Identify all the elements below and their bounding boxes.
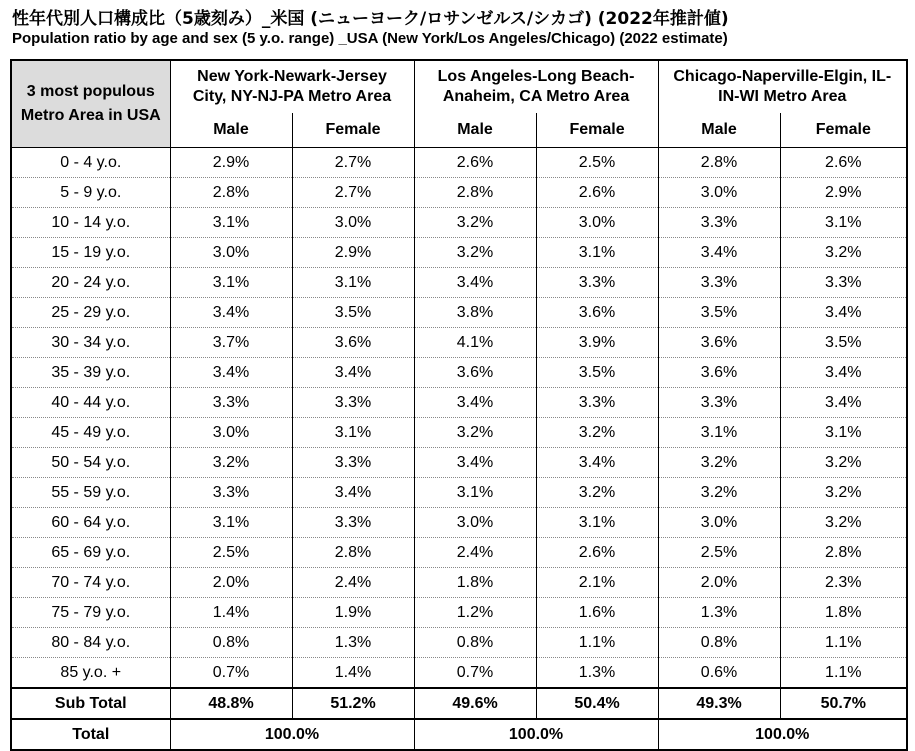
female-value-cell: 3.3% — [780, 268, 907, 298]
female-value-cell: 3.2% — [536, 478, 658, 508]
age-group-label: 5 - 9 y.o. — [11, 178, 170, 208]
area-name-line-2: Anaheim, CA Metro Area — [442, 88, 630, 105]
female-value-cell: 1.4% — [292, 658, 414, 689]
male-value-cell: 3.4% — [414, 448, 536, 478]
male-value-cell: 3.3% — [170, 388, 292, 418]
male-value-cell: 3.1% — [170, 208, 292, 238]
female-value-cell: 3.5% — [292, 298, 414, 328]
male-value-cell: 3.1% — [170, 268, 292, 298]
male-value-cell: 3.3% — [658, 208, 780, 238]
male-value-cell: 2.5% — [658, 538, 780, 568]
female-value-cell: 3.9% — [536, 328, 658, 358]
female-value-cell: 3.0% — [292, 208, 414, 238]
total-cell: 100.0% — [414, 719, 658, 750]
female-value-cell: 2.8% — [780, 538, 907, 568]
male-value-cell: 3.2% — [414, 208, 536, 238]
male-value-cell: 1.2% — [414, 598, 536, 628]
male-value-cell: 2.8% — [170, 178, 292, 208]
male-value-cell: 3.5% — [658, 298, 780, 328]
male-value-cell: 1.8% — [414, 568, 536, 598]
female-value-cell: 3.0% — [536, 208, 658, 238]
female-value-cell: 3.3% — [536, 388, 658, 418]
table-row — [11, 298, 907, 328]
male-value-cell: 3.0% — [414, 508, 536, 538]
male-value-cell: 3.3% — [658, 388, 780, 418]
female-value-cell: 3.3% — [292, 448, 414, 478]
table-row — [11, 178, 907, 208]
table-row — [11, 598, 907, 628]
female-value-cell: 2.6% — [536, 538, 658, 568]
male-value-cell: 3.3% — [170, 478, 292, 508]
male-value-cell: 3.0% — [658, 508, 780, 538]
subtotal-cell: 49.6% — [414, 688, 536, 719]
title-japanese: 性年代別人口構成比（5歳刻み）_米国 (ニューヨーク/ロサンゼルス/シカゴ) (2022年推計値) — [12, 9, 729, 29]
table-row — [11, 568, 907, 598]
male-value-cell: 0.8% — [414, 628, 536, 658]
area-name-line-2: City, NY-NJ-PA Metro Area — [192, 88, 392, 105]
female-value-cell: 2.7% — [292, 178, 414, 208]
corner-header — [11, 60, 170, 148]
female-value-cell: 3.1% — [536, 508, 658, 538]
table-row — [11, 358, 907, 388]
sex-header-female: Female — [536, 113, 658, 148]
male-value-cell: 3.1% — [414, 478, 536, 508]
female-value-cell: 3.4% — [780, 298, 907, 328]
subtotal-row — [11, 688, 907, 719]
table-row — [11, 538, 907, 568]
female-value-cell: 1.9% — [292, 598, 414, 628]
female-value-cell: 3.1% — [536, 238, 658, 268]
male-value-cell: 0.7% — [414, 658, 536, 689]
male-value-cell: 3.4% — [414, 268, 536, 298]
sex-header-male: Male — [170, 113, 292, 148]
male-value-cell: 3.2% — [658, 448, 780, 478]
total-row — [11, 719, 907, 750]
female-value-cell: 2.3% — [780, 568, 907, 598]
male-value-cell: 0.8% — [658, 628, 780, 658]
male-value-cell: 3.0% — [170, 418, 292, 448]
sex-header-female: Female — [292, 113, 414, 148]
corner-label-line-2: Metro Area in USA — [20, 107, 161, 124]
male-value-cell: 3.1% — [658, 418, 780, 448]
male-value-cell: 2.0% — [658, 568, 780, 598]
male-value-cell: 3.6% — [658, 328, 780, 358]
total-cell: 100.0% — [658, 719, 907, 750]
table-row — [11, 478, 907, 508]
age-group-label: 10 - 14 y.o. — [11, 208, 170, 238]
table-row — [11, 448, 907, 478]
female-value-cell: 1.3% — [536, 658, 658, 689]
area-name-line-1: New York-Newark-Jersey — [197, 68, 387, 85]
age-group-label: 15 - 19 y.o. — [11, 238, 170, 268]
table-row — [11, 658, 907, 689]
male-value-cell: 1.3% — [658, 598, 780, 628]
female-value-cell: 3.6% — [536, 298, 658, 328]
female-value-cell: 2.8% — [292, 538, 414, 568]
subtotal-cell: 50.7% — [780, 688, 907, 719]
age-group-label: 80 - 84 y.o. — [11, 628, 170, 658]
age-group-label: 75 - 79 y.o. — [11, 598, 170, 628]
table-row — [11, 148, 907, 178]
female-value-cell: 3.4% — [780, 388, 907, 418]
age-group-label: 20 - 24 y.o. — [11, 268, 170, 298]
female-value-cell: 1.6% — [536, 598, 658, 628]
table-row — [11, 388, 907, 418]
female-value-cell: 1.1% — [536, 628, 658, 658]
female-value-cell: 3.1% — [780, 208, 907, 238]
female-value-cell: 2.9% — [780, 178, 907, 208]
table-body — [11, 148, 907, 689]
male-value-cell: 2.9% — [170, 148, 292, 178]
female-value-cell: 1.3% — [292, 628, 414, 658]
male-value-cell: 2.0% — [170, 568, 292, 598]
table-row — [11, 508, 907, 538]
female-value-cell: 3.1% — [780, 418, 907, 448]
male-value-cell: 4.1% — [414, 328, 536, 358]
female-value-cell: 1.1% — [780, 628, 907, 658]
table-row — [11, 208, 907, 238]
age-group-label: 30 - 34 y.o. — [11, 328, 170, 358]
female-value-cell: 3.5% — [536, 358, 658, 388]
table-row — [11, 418, 907, 448]
area-header-chicago — [658, 60, 907, 113]
female-value-cell: 2.6% — [536, 178, 658, 208]
sex-header-male: Male — [414, 113, 536, 148]
age-group-label: 35 - 39 y.o. — [11, 358, 170, 388]
male-value-cell: 3.2% — [414, 238, 536, 268]
area-header-los-angeles — [414, 60, 658, 113]
female-value-cell: 3.3% — [292, 508, 414, 538]
age-group-label: 85 y.o. + — [11, 658, 170, 689]
male-value-cell: 2.4% — [414, 538, 536, 568]
subtotal-cell: 50.4% — [536, 688, 658, 719]
male-value-cell: 1.4% — [170, 598, 292, 628]
table-row — [11, 268, 907, 298]
sex-header-male: Male — [658, 113, 780, 148]
age-group-label: 60 - 64 y.o. — [11, 508, 170, 538]
female-value-cell: 3.4% — [292, 478, 414, 508]
male-value-cell: 3.4% — [170, 358, 292, 388]
male-value-cell: 3.0% — [658, 178, 780, 208]
total-cell: 100.0% — [170, 719, 414, 750]
male-value-cell: 3.2% — [658, 478, 780, 508]
female-value-cell: 3.2% — [780, 508, 907, 538]
female-value-cell: 3.1% — [292, 268, 414, 298]
male-value-cell: 3.1% — [170, 508, 292, 538]
male-value-cell: 3.2% — [414, 418, 536, 448]
female-value-cell: 3.4% — [536, 448, 658, 478]
total-label: Total — [11, 719, 170, 750]
male-value-cell: 3.6% — [414, 358, 536, 388]
female-value-cell: 3.5% — [780, 328, 907, 358]
subtotal-cell: 51.2% — [292, 688, 414, 719]
area-name-line-1: Los Angeles-Long Beach- — [437, 68, 635, 85]
age-group-label: 70 - 74 y.o. — [11, 568, 170, 598]
female-value-cell: 3.2% — [780, 238, 907, 268]
age-group-label: 65 - 69 y.o. — [11, 538, 170, 568]
male-value-cell: 2.5% — [170, 538, 292, 568]
female-value-cell: 2.6% — [780, 148, 907, 178]
subtotal-cell: 48.8% — [170, 688, 292, 719]
corner-label-line-1: 3 most populous — [26, 83, 155, 100]
female-value-cell: 3.2% — [536, 418, 658, 448]
male-value-cell: 2.6% — [414, 148, 536, 178]
female-value-cell: 3.6% — [292, 328, 414, 358]
male-value-cell: 3.4% — [170, 298, 292, 328]
female-value-cell: 3.4% — [292, 358, 414, 388]
male-value-cell: 2.8% — [658, 148, 780, 178]
female-value-cell: 3.1% — [292, 418, 414, 448]
table-row — [11, 628, 907, 658]
age-group-label: 45 - 49 y.o. — [11, 418, 170, 448]
male-value-cell: 3.2% — [170, 448, 292, 478]
male-value-cell: 0.7% — [170, 658, 292, 689]
table-row — [11, 238, 907, 268]
subtotal-label: Sub Total — [11, 688, 170, 719]
age-group-label: 0 - 4 y.o. — [11, 148, 170, 178]
age-group-label: 25 - 29 y.o. — [11, 298, 170, 328]
male-value-cell: 0.8% — [170, 628, 292, 658]
title-english: Population ratio by age and sex (5 y.o. range) _USA (New York/Los Angeles/Chicago) (2022 estimate) — [12, 30, 728, 47]
population-table — [10, 59, 908, 751]
female-value-cell: 3.3% — [536, 268, 658, 298]
age-group-label: 50 - 54 y.o. — [11, 448, 170, 478]
male-value-cell: 3.4% — [414, 388, 536, 418]
male-value-cell: 3.0% — [170, 238, 292, 268]
female-value-cell: 2.5% — [536, 148, 658, 178]
female-value-cell: 3.2% — [780, 448, 907, 478]
male-value-cell: 3.4% — [658, 238, 780, 268]
age-group-label: 55 - 59 y.o. — [11, 478, 170, 508]
female-value-cell: 1.1% — [780, 658, 907, 689]
female-value-cell: 3.4% — [780, 358, 907, 388]
male-value-cell: 2.8% — [414, 178, 536, 208]
male-value-cell: 0.6% — [658, 658, 780, 689]
age-group-label: 40 - 44 y.o. — [11, 388, 170, 418]
male-value-cell: 3.6% — [658, 358, 780, 388]
female-value-cell: 3.2% — [780, 478, 907, 508]
table-row — [11, 328, 907, 358]
female-value-cell: 1.8% — [780, 598, 907, 628]
male-value-cell: 3.3% — [658, 268, 780, 298]
female-value-cell: 2.1% — [536, 568, 658, 598]
female-value-cell: 2.7% — [292, 148, 414, 178]
male-value-cell: 3.8% — [414, 298, 536, 328]
area-name-line-1: Chicago-Naperville-Elgin, IL- — [673, 68, 892, 85]
area-header-new-york — [170, 60, 414, 113]
female-value-cell: 2.9% — [292, 238, 414, 268]
female-value-cell: 3.3% — [292, 388, 414, 418]
male-value-cell: 3.7% — [170, 328, 292, 358]
subtotal-cell: 49.3% — [658, 688, 780, 719]
female-value-cell: 2.4% — [292, 568, 414, 598]
sex-header-female: Female — [780, 113, 907, 148]
area-name-line-2: IN-WI Metro Area — [718, 88, 847, 105]
